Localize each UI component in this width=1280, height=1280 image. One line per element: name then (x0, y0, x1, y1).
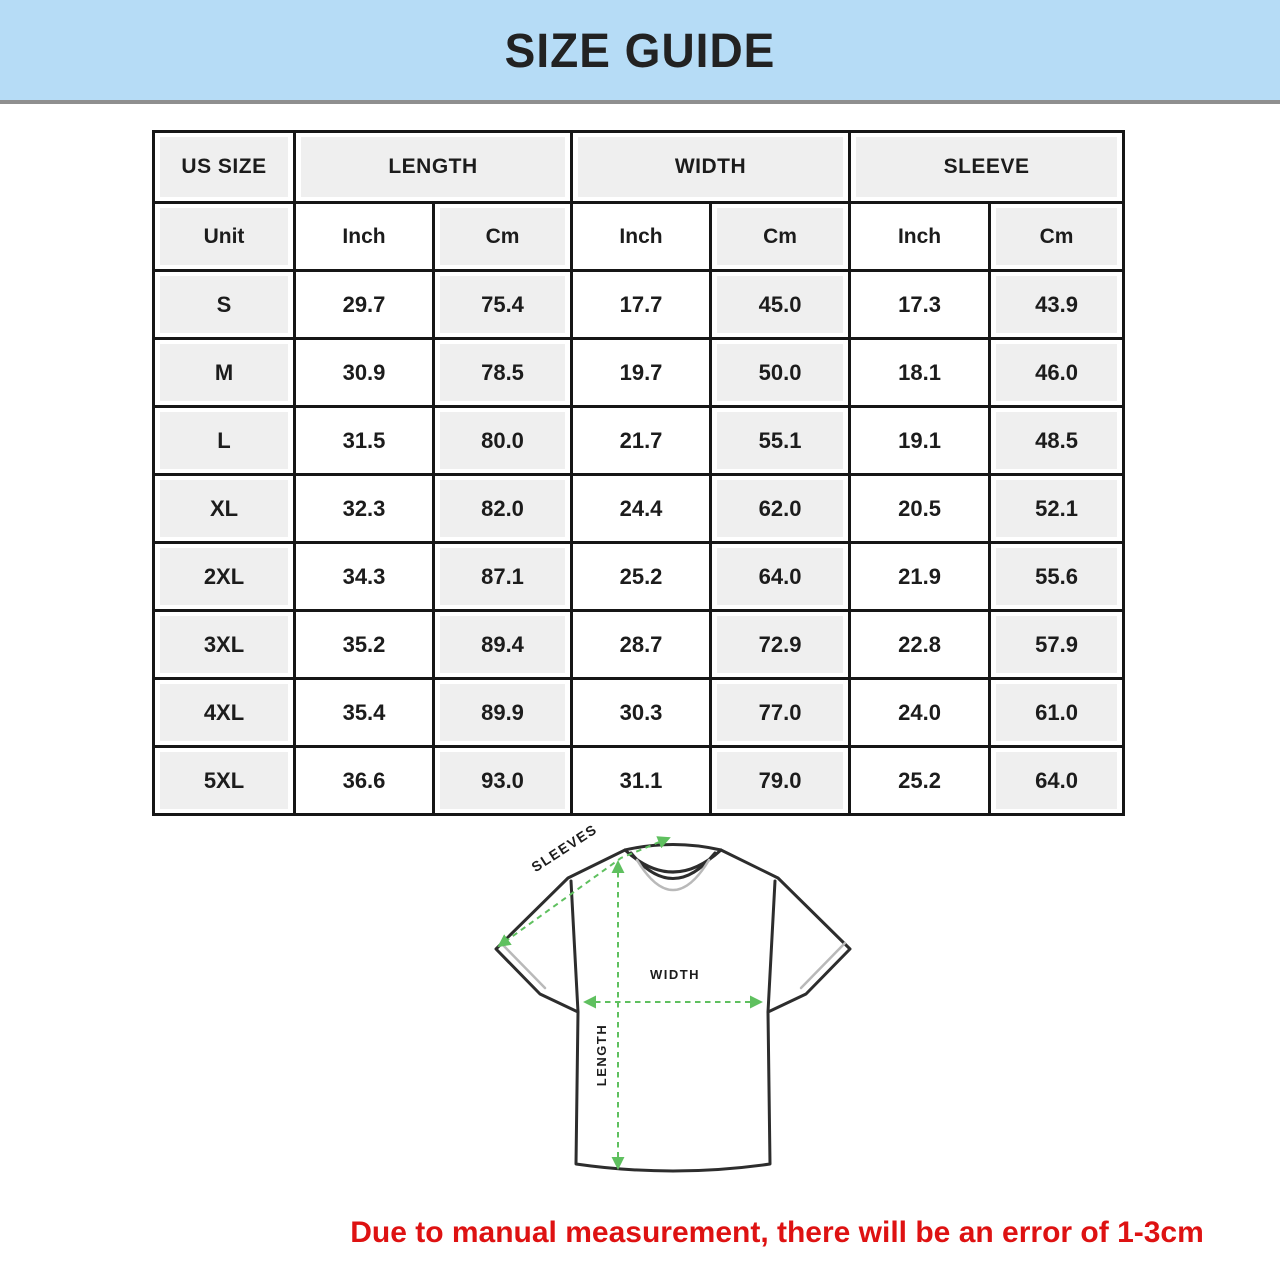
group-header-cell-text: US SIZE (160, 137, 288, 197)
value-cell-text: 72.9 (717, 616, 843, 673)
value-cell-text: 17.3 (856, 276, 983, 333)
unit-cell (154, 203, 295, 271)
size-cell (154, 339, 295, 407)
unit-cell-text: Unit (160, 208, 288, 265)
value-cell-text: 35.4 (301, 684, 427, 741)
value-cell-text: 55.6 (996, 548, 1117, 605)
value-cell (572, 271, 711, 339)
value-cell-text: 64.0 (996, 752, 1117, 809)
size-table-body (154, 132, 1124, 815)
value-cell-text: 30.9 (301, 344, 427, 401)
value-cell (434, 747, 572, 815)
value-cell (295, 611, 434, 679)
size-table (152, 130, 1125, 816)
value-cell (295, 475, 434, 543)
length-label: LENGTH (594, 1023, 609, 1087)
value-cell (295, 407, 434, 475)
unit-cell (711, 203, 850, 271)
value-cell-text: 24.0 (856, 684, 983, 741)
value-cell-text: 89.4 (440, 616, 565, 673)
value-cell-text: 18.1 (856, 344, 983, 401)
value-cell-text: 28.7 (578, 616, 704, 673)
table-row (154, 679, 1124, 747)
value-cell (434, 611, 572, 679)
size-cell-text: 2XL (160, 548, 288, 605)
group-header-cell (572, 132, 850, 203)
value-cell-text: 93.0 (440, 752, 565, 809)
value-cell-text: 36.6 (301, 752, 427, 809)
table-unit-row (154, 203, 1124, 271)
value-cell-text: 19.1 (856, 412, 983, 469)
size-cell-text: 5XL (160, 752, 288, 809)
table-row (154, 475, 1124, 543)
value-cell (850, 475, 990, 543)
group-header-cell-text: LENGTH (301, 137, 565, 197)
value-cell (850, 611, 990, 679)
size-cell-text: XL (160, 480, 288, 537)
unit-cell-text: Inch (856, 208, 983, 265)
banner (0, 0, 1280, 104)
value-cell (990, 475, 1124, 543)
value-cell (711, 475, 850, 543)
size-cell (154, 475, 295, 543)
value-cell-text: 43.9 (996, 276, 1117, 333)
value-cell (434, 339, 572, 407)
value-cell-text: 30.3 (578, 684, 704, 741)
value-cell-text: 87.1 (440, 548, 565, 605)
unit-cell-text: Inch (301, 208, 427, 265)
value-cell-text: 31.1 (578, 752, 704, 809)
value-cell (711, 747, 850, 815)
unit-cell-text: Cm (717, 208, 843, 265)
size-cell-text: 4XL (160, 684, 288, 741)
value-cell-text: 24.4 (578, 480, 704, 537)
value-cell (434, 271, 572, 339)
value-cell (572, 407, 711, 475)
value-cell-text: 21.9 (856, 548, 983, 605)
table-row (154, 339, 1124, 407)
value-cell-text: 78.5 (440, 344, 565, 401)
value-cell-text: 46.0 (996, 344, 1117, 401)
value-cell-text: 52.1 (996, 480, 1117, 537)
value-cell (434, 475, 572, 543)
value-cell (295, 543, 434, 611)
value-cell-text: 64.0 (717, 548, 843, 605)
value-cell (711, 611, 850, 679)
value-cell-text: 48.5 (996, 412, 1117, 469)
table-row (154, 407, 1124, 475)
value-cell (711, 543, 850, 611)
value-cell (572, 611, 711, 679)
value-cell (990, 339, 1124, 407)
value-cell (572, 747, 711, 815)
value-cell (711, 339, 850, 407)
table-row (154, 611, 1124, 679)
value-cell-text: 55.1 (717, 412, 843, 469)
value-cell-text: 21.7 (578, 412, 704, 469)
size-cell (154, 611, 295, 679)
unit-cell-text: Inch (578, 208, 704, 265)
value-cell (850, 407, 990, 475)
size-cell (154, 679, 295, 747)
footnote: Due to manual measurement, there will be an error of 1-3cm (350, 1216, 1204, 1249)
value-cell-text: 77.0 (717, 684, 843, 741)
value-cell (990, 611, 1124, 679)
value-cell (572, 339, 711, 407)
value-cell (434, 543, 572, 611)
unit-cell-text: Cm (440, 208, 565, 265)
value-cell (711, 407, 850, 475)
value-cell-text: 25.2 (856, 752, 983, 809)
unit-cell (850, 203, 990, 271)
value-cell (850, 271, 990, 339)
value-cell (990, 407, 1124, 475)
value-cell (850, 679, 990, 747)
value-cell-text: 17.7 (578, 276, 704, 333)
value-cell-text: 80.0 (440, 412, 565, 469)
value-cell-text: 25.2 (578, 548, 704, 605)
tshirt-diagram (458, 812, 888, 1212)
value-cell (295, 271, 434, 339)
table-row (154, 543, 1124, 611)
page-title: SIZE GUIDE (504, 22, 776, 78)
size-cell-text: S (160, 276, 288, 333)
value-cell-text: 89.9 (440, 684, 565, 741)
value-cell (990, 679, 1124, 747)
group-header-cell (295, 132, 572, 203)
size-cell-text: L (160, 412, 288, 469)
size-cell (154, 407, 295, 475)
value-cell-text: 31.5 (301, 412, 427, 469)
sleeves-label: SLEEVES (528, 820, 601, 875)
value-cell (990, 271, 1124, 339)
value-cell-text: 79.0 (717, 752, 843, 809)
unit-cell (434, 203, 572, 271)
value-cell-text: 62.0 (717, 480, 843, 537)
value-cell-text: 34.3 (301, 548, 427, 605)
group-header-cell-text: SLEEVE (856, 137, 1117, 197)
size-cell-text: M (160, 344, 288, 401)
value-cell (295, 679, 434, 747)
value-cell (572, 475, 711, 543)
value-cell (711, 679, 850, 747)
value-cell (850, 339, 990, 407)
table-row (154, 271, 1124, 339)
value-cell-text: 20.5 (856, 480, 983, 537)
value-cell-text: 45.0 (717, 276, 843, 333)
value-cell (850, 543, 990, 611)
value-cell (711, 271, 850, 339)
value-cell-text: 35.2 (301, 616, 427, 673)
value-cell (434, 407, 572, 475)
value-cell (990, 543, 1124, 611)
group-header-cell-text: WIDTH (578, 137, 843, 197)
value-cell-text: 75.4 (440, 276, 565, 333)
unit-cell (572, 203, 711, 271)
value-cell-text: 82.0 (440, 480, 565, 537)
group-header-cell (850, 132, 1124, 203)
size-cell (154, 271, 295, 339)
value-cell-text: 61.0 (996, 684, 1117, 741)
unit-cell-text: Cm (996, 208, 1117, 265)
value-cell-text: 29.7 (301, 276, 427, 333)
value-cell-text: 50.0 (717, 344, 843, 401)
value-cell-text: 19.7 (578, 344, 704, 401)
unit-cell (295, 203, 434, 271)
table-row (154, 747, 1124, 815)
value-cell (295, 339, 434, 407)
value-cell-text: 57.9 (996, 616, 1117, 673)
value-cell (434, 679, 572, 747)
value-cell (572, 679, 711, 747)
size-cell (154, 747, 295, 815)
value-cell (295, 747, 434, 815)
table-group-header-row (154, 132, 1124, 203)
group-header-cell (154, 132, 295, 203)
value-cell (572, 543, 711, 611)
value-cell-text: 22.8 (856, 616, 983, 673)
unit-cell (990, 203, 1124, 271)
size-cell (154, 543, 295, 611)
value-cell (990, 747, 1124, 815)
size-cell-text: 3XL (160, 616, 288, 673)
value-cell-text: 32.3 (301, 480, 427, 537)
value-cell (850, 747, 990, 815)
width-label: WIDTH (649, 967, 701, 982)
tshirt-icon (496, 845, 850, 1172)
